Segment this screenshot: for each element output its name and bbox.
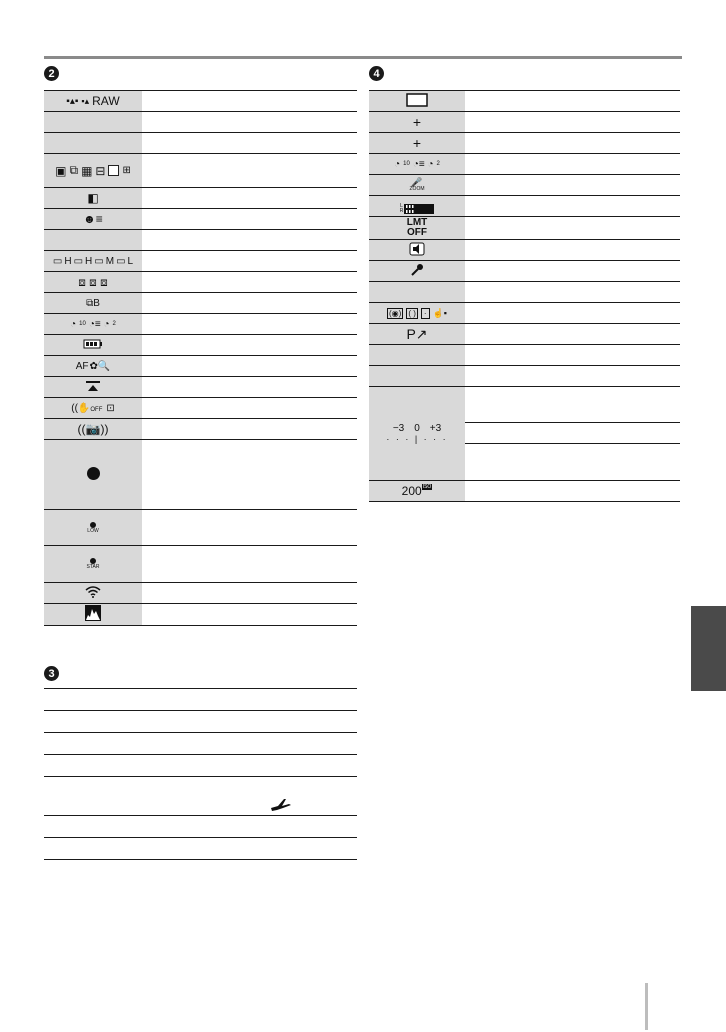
lmt-label: LMT [406, 217, 428, 228]
frame-icon [369, 91, 465, 112]
burst-l: L [127, 255, 134, 267]
self-timer-icons: ◔ 10 ◔≡ ◔ 2 [369, 154, 465, 175]
exposure-zero: 0 [414, 423, 420, 434]
audio-level-icon [369, 196, 465, 217]
airplane-icon [270, 797, 292, 813]
section-3-badge: 3 [44, 666, 59, 681]
level-r: R [399, 207, 404, 214]
recording-dot-icon [44, 440, 142, 510]
header-rule [44, 56, 682, 59]
blank-icon-cell [369, 345, 465, 366]
blank-icon-cell [44, 112, 142, 133]
list-item [44, 689, 357, 711]
battery-icon [44, 335, 142, 356]
burst-h: H [64, 255, 72, 267]
metering-mode-icons: (◉) ( ) · ☝▪ [369, 303, 465, 324]
af-macro-icon: AF ✿🔍 [44, 356, 142, 377]
section-4-badge: 4 [369, 66, 384, 81]
section-4-heading [369, 66, 384, 81]
blank-icon-cell [369, 366, 465, 387]
bracket-icon: ⧉ B [44, 293, 142, 314]
section-3-heading [44, 666, 59, 681]
p-shift-label: P [406, 326, 416, 342]
recording-low-icon [44, 510, 142, 546]
quality-raw-icon: ▪▴▪ ▪▴ RAW [44, 91, 142, 112]
list-item [44, 777, 357, 816]
section-3-list [44, 688, 357, 860]
exposure-minus3: −3 [392, 423, 405, 434]
self-timer-icons: ◔ 10 ◔≡ ◔ 2 [44, 314, 142, 335]
section-2-badge: 2 [44, 66, 59, 81]
section-4-icon-table [369, 90, 680, 502]
section-2-heading [44, 66, 59, 81]
stabilizer-off-icon: ((✋OFF ⊡ [44, 398, 142, 419]
burst-rate-icons: ▭ H ▭ H ▭ M ▭ L [44, 251, 142, 272]
bracket-b: B [93, 297, 100, 309]
shake-warning-icon: ((📷)) [44, 419, 142, 440]
iso-label: ISO [422, 484, 432, 490]
timer-2: 2 [112, 321, 116, 327]
stabilizer-off: OFF [90, 406, 103, 413]
burst-m: M [105, 255, 115, 267]
zoom-mic-icon: 🎤 ZOOM [369, 175, 465, 196]
iso-value: 200 [401, 484, 422, 498]
blank-icon-cell [44, 133, 142, 154]
timer-10: 10 [403, 161, 410, 167]
timer-2: 2 [436, 161, 440, 167]
af-mode-icons: ▣ ⧉ ▦ ⊟ ⊞ [44, 154, 142, 188]
limiter-off-icon [369, 217, 465, 240]
histogram-icon [44, 604, 142, 626]
list-item [44, 816, 357, 838]
iso-icon [369, 481, 465, 502]
face-detect-icon: ☻≡ [44, 209, 142, 230]
recording-star-icon [44, 546, 142, 583]
chapter-tab [691, 606, 726, 691]
crosshair-icon: + [369, 133, 465, 154]
low-label: LOW [87, 527, 99, 534]
burst-h2: H [85, 255, 93, 267]
af-label: AF [75, 360, 89, 372]
level-l: L [400, 202, 403, 209]
lmt-off-label: OFF [407, 227, 427, 238]
focus-peak-icon [44, 377, 142, 398]
list-item [44, 838, 357, 860]
page-number-bar [645, 983, 648, 1030]
picture-in-picture-icon: ◧ [44, 188, 142, 209]
microphone-icon [369, 261, 465, 282]
list-item [44, 711, 357, 733]
4k-photo-icons: ⧈ ⧈ ⧈ [44, 272, 142, 293]
exposure-plus3: +3 [429, 423, 442, 434]
list-item [44, 755, 357, 777]
blank-icon-cell [44, 230, 142, 251]
program-shift-icon: P ↗ [369, 324, 465, 345]
wifi-icon [44, 583, 142, 604]
timer-10: 10 [79, 321, 86, 327]
blank-icon-cell [369, 282, 465, 303]
section-2-icon-table [44, 90, 357, 626]
zoom-label: ZOOM [409, 186, 425, 192]
exposure-scale-icon: −3 0 +3 · · · | · · · [369, 387, 465, 481]
silent-mode-icon [369, 240, 465, 261]
list-item [44, 733, 357, 755]
raw-label: RAW [92, 94, 120, 108]
star-label: STAR [86, 564, 100, 570]
crosshair-icon: + [369, 112, 465, 133]
